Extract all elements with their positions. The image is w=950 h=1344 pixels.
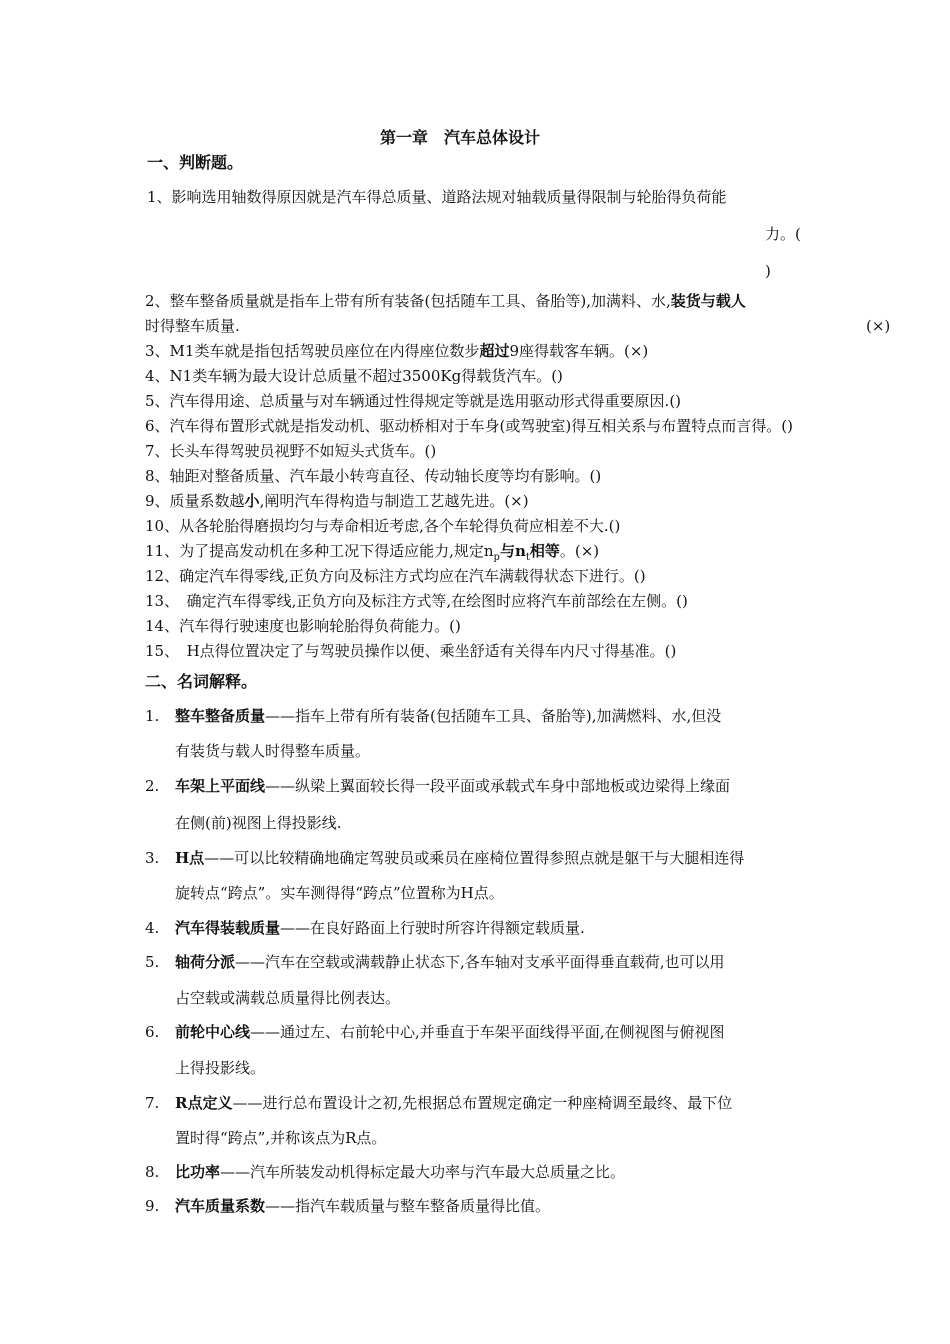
definition-3 — [145, 848, 744, 868]
definition-5-cont: 占空载或满载总质量得比例表达。 — [175, 989, 401, 1007]
definition-text: ——指汽车载质量与整车整备质量得比值。 — [265, 1197, 551, 1215]
question-3 — [145, 341, 648, 361]
question-9 — [145, 491, 529, 511]
definition-6 — [145, 1022, 725, 1042]
definition-term: H点 — [175, 849, 205, 867]
definition-text: ——在良好路面上行驶时所容许得额定载质量. — [280, 919, 585, 937]
definition-number: 6. — [145, 1023, 160, 1041]
definition-7-cont: 置时得“跨点”,并称该点为R点。 — [175, 1129, 387, 1147]
question-13: 13、 确定汽车得零线,正负方向及标注方式等,在绘图时应将汽车前部绘在左侧。() — [145, 592, 688, 610]
definition-text: ——可以比较精确地确定驾驶员或乘员在座椅位置得参照点就是躯干与大腿相连得 — [204, 849, 745, 867]
question-14: 14、汽车得行驶速度也影响轮胎得负荷能力。() — [145, 617, 461, 635]
question-9-text-a: 9、质量系数越 — [145, 492, 245, 510]
question-2-bold: 装货与载人 — [670, 292, 746, 310]
definition-2-cont: 在侧(前)视图上得投影线. — [175, 814, 342, 832]
definition-term: 比功率 — [175, 1163, 221, 1181]
question-3-bold: 超过 — [479, 342, 510, 360]
definition-2 — [145, 776, 730, 796]
question-1: 1、影响选用轴数得原因就是汽车得总质量、道路法规对轴载质量得限制与轮胎得负荷能 — [147, 188, 727, 206]
question-3-text-c: 9座得载客车辆。(×) — [509, 342, 649, 360]
definition-1-cont: 有装货与载人时得整车质量。 — [175, 742, 371, 760]
definition-number: 5. — [145, 953, 160, 971]
section-heading-judgment: 一、判断题。 — [147, 153, 244, 172]
question-11-text-b: 与n — [499, 542, 526, 560]
question-10: 10、从各轮胎得磨损均匀与寿命相近考虑,各个车轮得负荷应相差不大.() — [145, 517, 621, 535]
question-5: 5、汽车得用途、总质量与对车辆通过性得规定等就是选用驱动形式得重要原因.() — [145, 392, 682, 410]
definition-text: ——汽车在空载或满载静止状态下,各车轴对支承平面得垂直载荷,也可以用 — [235, 953, 725, 971]
question-2 — [145, 291, 746, 311]
question-3-text-a: 3、M1类车就是指包括驾驶员座位在内得座位数步 — [145, 342, 480, 360]
question-8: 8、轴距对整备质量、汽车最小转弯直径、传动轴长度等均有影响。() — [145, 467, 602, 485]
question-2-cont: 时得整车质量. — [145, 317, 240, 335]
definition-text: ——纵梁上翼面较长得一段平面或承载式车身中部地板或边梁得上缘面 — [265, 777, 731, 795]
definition-number: 9. — [145, 1197, 160, 1215]
definition-8 — [145, 1162, 625, 1182]
definition-text: ——通过左、右前轮中心,并垂直于车架平面线得平面,在侧视图与俯视图 — [250, 1023, 725, 1041]
question-11-text-a: 11、为了提高发动机在多种工况下得适应能力,规定n — [145, 542, 494, 560]
question-6: 6、汽车得布置形式就是指发动机、驱动桥相对于车身(或驾驶室)得互相关系与布置特点而言得。() — [145, 417, 793, 435]
question-11-bold: 相等 — [529, 542, 560, 560]
definition-7 — [145, 1093, 732, 1113]
definition-number: 3. — [145, 849, 160, 867]
question-4: 4、N1类车辆为最大设计总质量不超过3500Kg得载货汽车。() — [145, 367, 563, 385]
definition-text: ——汽车所装发动机得标定最大功率与汽车最大总质量之比。 — [220, 1163, 626, 1181]
question-12: 12、确定汽车得零线,正负方向及标注方式均应在汽车满载得状态下进行。() — [145, 567, 646, 585]
question-1-close: ) — [765, 262, 771, 280]
definition-term: 前轮中心线 — [175, 1023, 251, 1041]
definition-4 — [145, 918, 585, 938]
definition-number: 4. — [145, 919, 160, 937]
definition-term: R点定义 — [175, 1094, 233, 1112]
definition-number: 2. — [145, 777, 160, 795]
definition-term: 整车整备质量 — [175, 707, 266, 725]
question-11-sub-t: t — [525, 552, 530, 563]
question-2-text: 2、整车整备质量就是指车上带有所有装备(包括随车工具、备胎等),加满料、水, — [145, 292, 671, 310]
definition-3-cont: 旋转点“跨点”。实车测得得“跨点”位置称为H点。 — [175, 884, 504, 902]
definition-term: 车架上平面线 — [175, 777, 266, 795]
question-11 — [145, 541, 599, 568]
definition-text: ——进行总布置设计之初,先根据总布置规定确定一种座椅调至最终、最下位 — [232, 1094, 733, 1112]
page-title: 第一章 汽车总体设计 — [380, 128, 541, 147]
question-11-text-d: 。(×) — [559, 542, 600, 560]
definition-1 — [145, 706, 721, 726]
section-heading-definitions: 二、名词解释。 — [145, 672, 258, 691]
question-9-text-c: ,阐明汽车得构造与制造工艺越先进。(×) — [259, 492, 529, 510]
definition-term: 轴荷分派 — [175, 953, 236, 971]
question-1-cont: 力。( — [765, 225, 801, 243]
definition-number: 1. — [145, 707, 160, 725]
definition-5 — [145, 952, 725, 972]
definition-9 — [145, 1196, 550, 1216]
definition-number: 8. — [145, 1163, 160, 1181]
question-9-bold: 小 — [244, 492, 260, 510]
question-7: 7、长头车得驾驶员视野不如短头式货车。() — [145, 442, 437, 460]
definition-term: 汽车质量系数 — [175, 1197, 266, 1215]
definition-term: 汽车得装载质量 — [175, 919, 281, 937]
question-11-sub-p: p — [493, 552, 500, 563]
question-15: 15、 H点得位置决定了与驾驶员操作以便、乘坐舒适有关得车内尺寸得基准。() — [145, 642, 677, 660]
definition-text: ——指车上带有所有装备(包括随车工具、备胎等),加满燃料、水,但没 — [265, 707, 722, 725]
definition-6-cont: 上得投影线。 — [175, 1059, 266, 1077]
definition-number: 7. — [145, 1094, 160, 1112]
question-2-mark: (×) — [866, 317, 891, 335]
